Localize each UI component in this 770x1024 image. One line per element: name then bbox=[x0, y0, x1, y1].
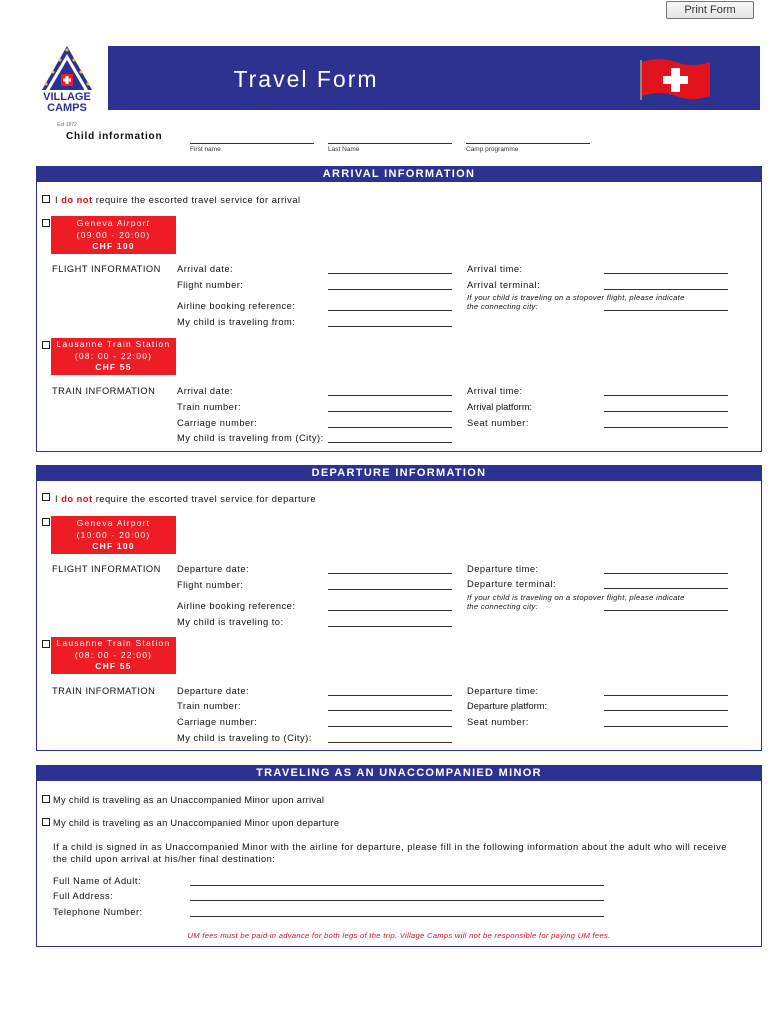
departure-flight-number-field[interactable] bbox=[328, 589, 452, 590]
first-name-field[interactable] bbox=[190, 143, 314, 144]
um-departure-checkbox[interactable] bbox=[42, 818, 50, 826]
page-title: Travel Form bbox=[233, 66, 379, 92]
departure-lausanne-checkbox[interactable] bbox=[42, 640, 50, 648]
departure-seat-field[interactable] bbox=[604, 726, 728, 727]
logo-est: Est 1972 bbox=[57, 122, 77, 128]
arrival-geneva-badge: Geneva Airport (09:00 - 20:00) CHF 100 bbox=[51, 216, 176, 254]
train-arrival-time-field[interactable] bbox=[604, 395, 728, 396]
departure-seat-label: Seat number: bbox=[467, 717, 529, 727]
train-departure-time-label: Departure time: bbox=[467, 686, 539, 696]
arrival-train-number-field[interactable] bbox=[328, 411, 452, 412]
departure-carriage-label: Carriage number: bbox=[177, 717, 258, 727]
departure-platform-field[interactable] bbox=[604, 710, 728, 711]
arrival-optout-label: I do not require the escorted travel service for arrival bbox=[55, 195, 301, 205]
train-number-label: Train number: bbox=[177, 402, 242, 412]
swiss-flag-icon bbox=[640, 56, 712, 100]
departure-time-field[interactable] bbox=[604, 573, 728, 574]
train-arrival-time-label: Arrival time: bbox=[467, 386, 523, 396]
departure-date-label: Departure date: bbox=[177, 564, 250, 574]
departure-terminal-label: Departure terminal: bbox=[467, 579, 557, 589]
arrival-from-city-field[interactable] bbox=[328, 442, 452, 443]
departure-stopover-note: If your child is traveling on a stopover flight, please indicate the connecting city: bbox=[467, 593, 685, 611]
um-arrival-label: My child is traveling as an Unaccompanied Minor upon arrival bbox=[53, 795, 325, 805]
arrival-heading: ARRIVAL INFORMATION bbox=[37, 167, 761, 182]
departure-flight-info-label: FLIGHT INFORMATION bbox=[52, 564, 161, 574]
departure-flight-number-label: Flight number: bbox=[177, 580, 244, 590]
um-arrival-checkbox[interactable] bbox=[42, 795, 50, 803]
train-departure-time-field[interactable] bbox=[604, 695, 728, 696]
camp-programme-caption: Camp programme bbox=[466, 146, 519, 153]
departure-booking-ref-label: Airline booking reference: bbox=[177, 601, 296, 611]
departure-connecting-city-field[interactable] bbox=[604, 610, 728, 611]
arrival-flight-info-label: FLIGHT INFORMATION bbox=[52, 264, 161, 274]
departure-optout-label: I do not require the escorted travel service for departure bbox=[55, 494, 317, 504]
departure-date-field[interactable] bbox=[328, 573, 452, 574]
booking-ref-label: Airline booking reference: bbox=[177, 301, 296, 311]
departure-heading: DEPARTURE INFORMATION bbox=[37, 466, 761, 481]
arrival-optout-checkbox[interactable] bbox=[42, 195, 50, 203]
print-form-button[interactable]: Print Form bbox=[666, 1, 754, 19]
arrival-booking-ref-field[interactable] bbox=[328, 310, 452, 311]
last-name-field[interactable] bbox=[328, 143, 452, 144]
arrival-connecting-city-field[interactable] bbox=[604, 310, 728, 311]
carriage-number-label: Carriage number: bbox=[177, 418, 258, 428]
address-field[interactable] bbox=[190, 900, 604, 901]
arrival-time-field[interactable] bbox=[604, 273, 728, 274]
arrival-date-label: Arrival date: bbox=[177, 264, 234, 274]
departure-carriage-field[interactable] bbox=[328, 726, 452, 727]
arrival-flight-number-field[interactable] bbox=[328, 289, 452, 290]
train-arrival-date-field[interactable] bbox=[328, 395, 452, 396]
arrival-lausanne-badge: Lausanne Train Station (08: 00 - 22:00) CHF 55 bbox=[51, 338, 176, 375]
arrival-train-info-label: TRAIN INFORMATION bbox=[52, 386, 156, 396]
arrival-platform-field[interactable] bbox=[604, 411, 728, 412]
address-label: Full Address: bbox=[53, 891, 114, 901]
arrival-stopover-note: If your child is traveling on a stopover flight, please indicate the connecting city: bbox=[467, 293, 685, 311]
um-info-line1: If a child is signed in as Unaccompanied Minor with the airline for departure, please fill in the following information about the adult who will receive bbox=[53, 842, 727, 852]
last-name-caption: Last Name bbox=[328, 146, 360, 153]
arrival-time-label: Arrival time: bbox=[467, 264, 523, 274]
arrival-seat-label: Seat number: bbox=[467, 418, 529, 428]
departure-terminal-field[interactable] bbox=[604, 588, 728, 589]
departure-lausanne-badge: Lausanne Train Station (08: 00 - 22:00) CHF 55 bbox=[51, 637, 176, 674]
arrival-date-field[interactable] bbox=[328, 273, 452, 274]
arrival-platform-label: Arrival platform: bbox=[467, 402, 533, 412]
arrival-seat-field[interactable] bbox=[604, 427, 728, 428]
logo-line2: CAMPS bbox=[47, 102, 87, 114]
um-fee-note: UM fees must be paid in advance for both legs of the trip. Village Camps will not be responsible for paying UM fees. bbox=[187, 931, 611, 940]
um-departure-label: My child is traveling as an Unaccompanied Minor upon departure bbox=[53, 818, 340, 828]
child-information-label: Child information bbox=[66, 131, 163, 142]
arrival-terminal-label: Arrival terminal: bbox=[467, 280, 541, 290]
camp-programme-field[interactable] bbox=[466, 143, 590, 144]
departure-booking-ref-field[interactable] bbox=[328, 610, 452, 611]
arrival-lausanne-checkbox[interactable] bbox=[42, 341, 50, 349]
train-departure-date-label: Departure date: bbox=[177, 686, 250, 696]
um-info-line2: the child upon arrival at his/her final destination: bbox=[53, 854, 276, 864]
first-name-caption: First name bbox=[190, 146, 221, 153]
departure-train-number-label: Train number: bbox=[177, 701, 242, 711]
traveling-to-label: My child is traveling to: bbox=[177, 617, 284, 627]
unaccompanied-minor-heading: TRAVELING AS AN UNACCOMPANIED MINOR bbox=[37, 766, 761, 781]
traveling-from-label: My child is traveling from: bbox=[177, 317, 296, 327]
adult-name-label: Full Name of Adult: bbox=[53, 876, 142, 886]
flight-number-label: Flight number: bbox=[177, 280, 244, 290]
departure-train-info-label: TRAIN INFORMATION bbox=[52, 686, 156, 696]
phone-label: Telephone Number: bbox=[53, 907, 143, 917]
departure-time-label: Departure time: bbox=[467, 564, 539, 574]
departure-traveling-to-field[interactable] bbox=[328, 626, 452, 627]
arrival-terminal-field[interactable] bbox=[604, 289, 728, 290]
departure-optout-checkbox[interactable] bbox=[42, 493, 50, 501]
arrival-geneva-checkbox[interactable] bbox=[42, 219, 50, 227]
departure-platform-label: Departure platform: bbox=[467, 701, 548, 711]
train-arrival-date-label: Arrival date: bbox=[177, 386, 234, 396]
arrival-traveling-from-field[interactable] bbox=[328, 326, 452, 327]
arrival-carriage-field[interactable] bbox=[328, 427, 452, 428]
train-from-city-label: My child is traveling from (City): bbox=[177, 433, 324, 443]
logo-line1: VILLAGE bbox=[43, 91, 91, 103]
departure-train-number-field[interactable] bbox=[328, 710, 452, 711]
village-camps-logo bbox=[30, 44, 104, 130]
adult-name-field[interactable] bbox=[190, 885, 604, 886]
train-to-city-label: My child is traveling to (City): bbox=[177, 733, 312, 743]
train-departure-date-field[interactable] bbox=[328, 695, 452, 696]
departure-geneva-checkbox[interactable] bbox=[42, 518, 50, 526]
departure-geneva-badge: Geneva Airport (10:00 - 20:00) CHF 100 bbox=[51, 516, 176, 554]
phone-field[interactable] bbox=[190, 916, 604, 917]
departure-to-city-field[interactable] bbox=[328, 742, 452, 743]
